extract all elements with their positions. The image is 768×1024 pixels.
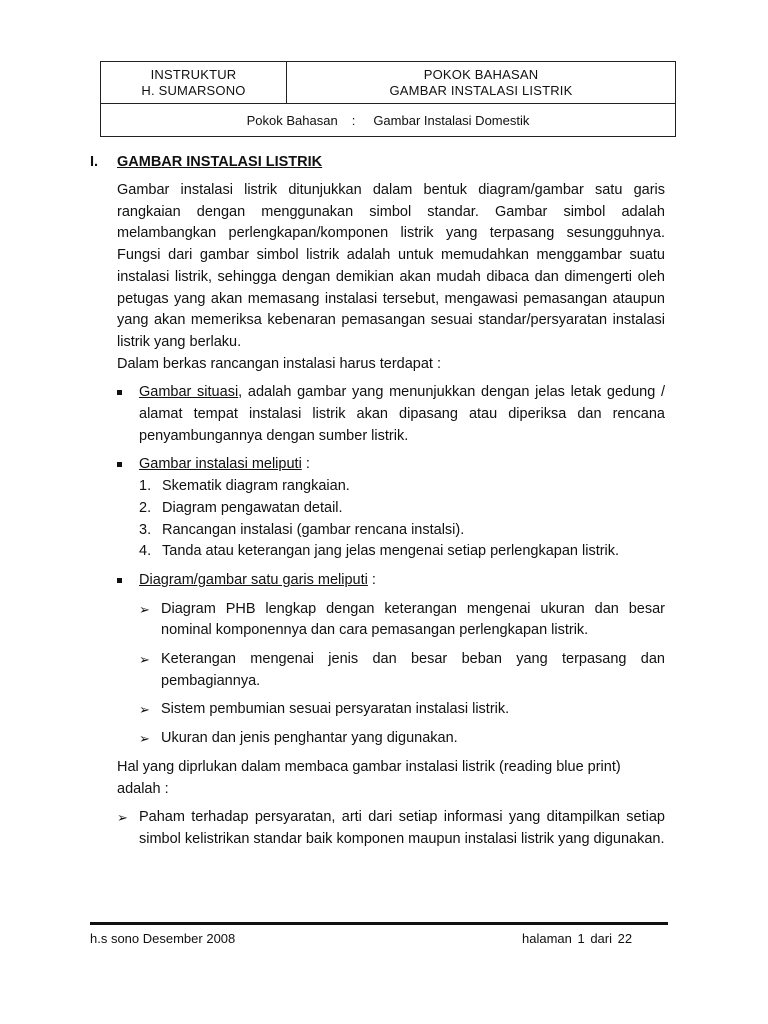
subtopic-separator: : — [351, 112, 356, 128]
footer-author-date: h.s sono Desember 2008 — [90, 931, 236, 946]
term-diagram-satu-garis: Diagram/gambar satu garis meliputi — [139, 571, 368, 588]
list-item — [139, 649, 665, 692]
term-gambar-situasi: Gambar situasi — [139, 384, 239, 401]
document-header-table — [100, 61, 676, 137]
intro-paragraph: Gambar instalasi listrik ditunjukkan dalam bentuk diagram/gambar satu garis rangkaian dengan menggunakan simbol standar. Gambar simbol adalah melambangkan perlengkapan/komponen listrik yang terpasang sesungguhnya. Fungsi dari gambar simbol listrik adalah untuk memudahkan menggambar suatu instalasi listrik, sehingga dengan demikian akan mudah dibaca dan dimengerti oleh petugas yang akan memasang instalasi tersebut, mengawasi pemasangan ataupun yang akan memeriksa kebenaran pemasangan sesuai standar/persyaratan instalasi listrik yang berlaku. — [117, 182, 665, 350]
numbered-list — [117, 476, 665, 563]
arrow-bullet-icon: ➢ — [139, 731, 150, 747]
instructor-cell — [101, 62, 287, 103]
list-number: 1. — [139, 478, 152, 495]
square-bullet-icon — [117, 462, 122, 467]
list-text: Sistem pembumian sesuai persyaratan instalasi listrik. — [161, 701, 510, 718]
list-item — [139, 541, 665, 563]
arrow-bullet-icon: ➢ — [117, 810, 128, 826]
header-subtopic-row — [101, 104, 675, 136]
topic-cell — [287, 62, 675, 103]
square-bullet-icon — [117, 578, 122, 583]
term-gambar-instalasi: Gambar instalasi meliputi — [139, 456, 302, 473]
list-item-satu-garis — [117, 570, 665, 592]
header-top-row — [101, 62, 675, 104]
section-title: GAMBAR INSTALASI LISTRIK — [117, 154, 323, 170]
closing-list-item — [117, 807, 665, 850]
arrow-bullet-icon: ➢ — [139, 652, 150, 668]
list-number: 3. — [139, 521, 152, 538]
term-suffix: : — [367, 571, 376, 588]
footer-divider — [90, 922, 668, 925]
topic-label: POKOK BAHASAN — [423, 66, 539, 82]
list-text: Diagram pengawatan detail. — [162, 499, 343, 516]
list-text: Paham terhadap persyaratan, arti dari setiap informasi yang ditampilkan setiap simbol kelistrikan standar baik komponen maupun instalasi listrik yang digunakan. — [139, 809, 665, 847]
intro-lead-in: Dalam berkas rancangan instalasi harus terdapat : — [117, 355, 442, 372]
topic-name: GAMBAR INSTALASI LISTRIK — [389, 82, 573, 98]
closing-paragraph: Hal yang diprlukan dalam membaca gambar instalasi listrik (reading blue print) adalah : — [117, 758, 621, 797]
arrow-bullet-icon: ➢ — [139, 702, 150, 718]
list-item — [139, 476, 665, 498]
list-text: Diagram PHB lengkap dengan keterangan mengenai ukuran dan besar nominal komponennya dan cara pemasangan perlengkapan listrik. — [161, 600, 665, 639]
list-item — [139, 599, 665, 642]
desc-gambar-situasi: , adalah gambar yang menunjukkan dengan jelas letak gedung / alamat tempat instalasi listrik akan dipasang atau diperiksa dan rencana penyambungannya dengan sumber listrik. — [139, 384, 665, 444]
instructor-name: H. SUMARSONO — [141, 82, 246, 98]
list-item — [139, 699, 665, 721]
list-item — [139, 520, 665, 542]
list-number: 4. — [139, 543, 152, 560]
body-content — [117, 180, 665, 851]
list-text: Keterangan mengenai jenis dan besar beban yang terpasang dan pembagiannya. — [161, 651, 665, 689]
list-text: Ukuran dan jenis penghantar yang digunakan. — [161, 730, 458, 747]
list-text: Skematik diagram rangkaian. — [162, 478, 350, 495]
section-heading — [90, 154, 322, 170]
list-text: Rancangan instalasi (gambar rencana instalsi). — [162, 521, 465, 538]
square-bullet-icon — [117, 390, 122, 395]
subtopic-value: Gambar Instalasi Domestik — [373, 112, 530, 128]
list-item-situasi — [117, 382, 665, 447]
instructor-label: INSTRUKTUR — [150, 66, 237, 82]
footer-page-number: halaman 1 dari 22 — [522, 931, 633, 946]
section-number: I. — [90, 154, 99, 170]
list-text: Tanda atau keterangan jang jelas mengenai setiap perlengkapan listrik. — [162, 543, 620, 560]
arrow-list — [117, 599, 665, 750]
list-number: 2. — [139, 499, 152, 516]
list-item-instalasi — [117, 454, 665, 476]
subtopic-label: Pokok Bahasan — [246, 112, 338, 128]
term-suffix: : — [301, 456, 310, 473]
list-item — [139, 498, 665, 520]
list-item — [139, 728, 665, 750]
arrow-bullet-icon: ➢ — [139, 601, 150, 617]
